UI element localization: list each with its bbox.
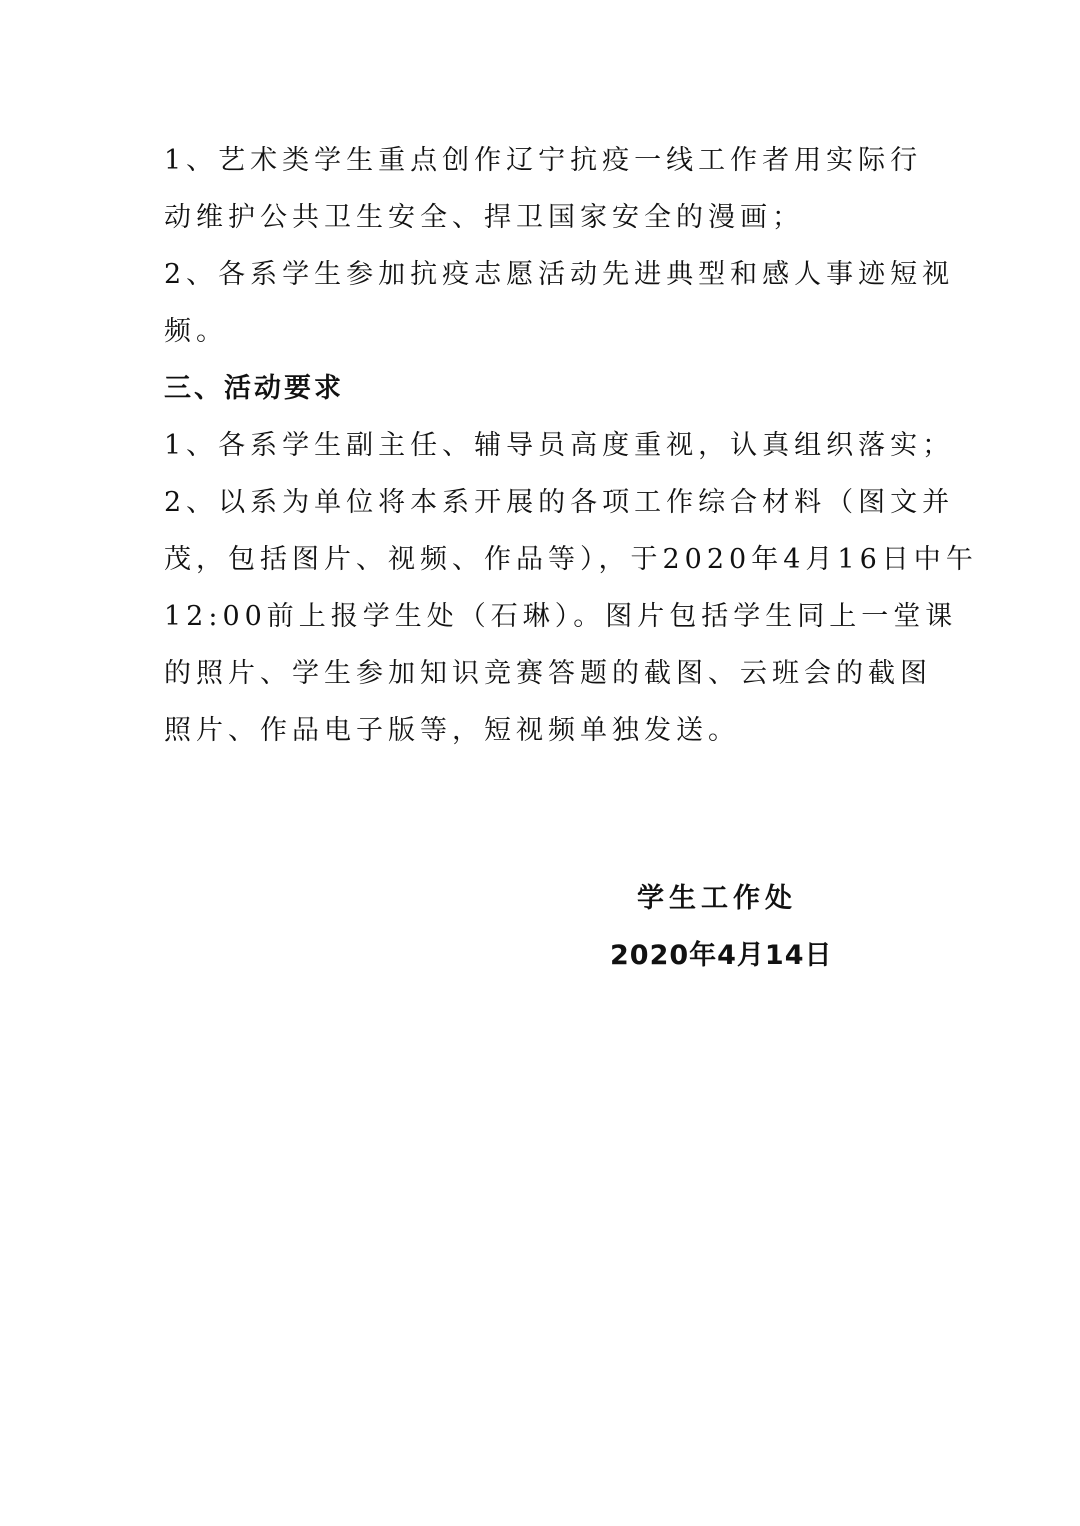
requirement-2-line-3: 12:00前上报学生处（石琳）。图片包括学生同上一堂课 xyxy=(164,601,958,632)
requirement-2-line-2: 茂，包括图片、视频、作品等），于2020年4月16日中午 xyxy=(164,544,978,575)
item-1-line-1: 1、艺术类学生重点创作辽宁抗疫一线工作者用实际行 xyxy=(164,145,923,176)
signature-department: 学生工作处 xyxy=(637,883,797,914)
requirement-2-line-4: 的照片、学生参加知识竞赛答题的截图、云班会的截图 xyxy=(164,658,932,689)
requirement-1-line-1: 1、各系学生副主任、辅导员高度重视，认真组织落实； xyxy=(164,430,955,461)
section-heading: 三、活动要求 xyxy=(164,373,344,404)
item-1-line-2: 动维护公共卫生安全、捍卫国家安全的漫画； xyxy=(164,202,804,233)
document-body xyxy=(164,132,978,759)
requirement-2-line-1: 2、以系为单位将本系开展的各项工作综合材料（图文并 xyxy=(164,487,955,518)
signature-block xyxy=(560,870,870,984)
requirement-2-line-5: 照片、作品电子版等，短视频单独发送。 xyxy=(164,715,740,746)
signature-date: 2020年4月14日 xyxy=(610,940,833,971)
item-2-line-2: 频。 xyxy=(164,316,228,347)
item-2-line-1: 2、各系学生参加抗疫志愿活动先进典型和感人事迹短视 xyxy=(164,259,955,290)
